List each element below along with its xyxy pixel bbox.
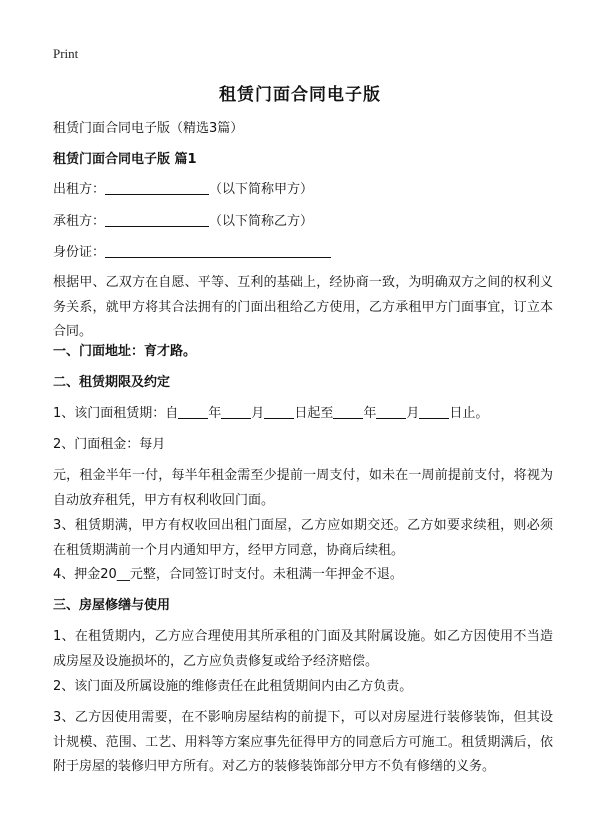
renewal-paragraph: 3、租赁期满，甲方有权收回出租门面屋，乙方应如期交还。乙方如要求续租，则必须在租赁期满前一个月内通知甲方，经甲方同意，协商后续租。	[53, 518, 553, 558]
start-year-blank	[178, 404, 208, 419]
clause-1-heading: 一、门面地址：育才路。	[53, 344, 197, 359]
id-card-line	[53, 241, 331, 265]
lessor-blank	[105, 180, 209, 195]
repair-3-paragraph: 3、乙方因使用需要，在不影响房屋结构的前提下，可以对房屋进行装修装饰，但其设计规模、范围、工艺、用料等方案应事先征得甲方的同意后方可施工。租赁期满后，依附于房屋的装修归甲方所有。对乙方的装修装饰部分甲方不负有修缮的义务。	[53, 710, 553, 774]
end-day-blank	[419, 404, 449, 419]
term-prefix: 1、该门面租赁期：自	[53, 406, 179, 421]
end-year-blank	[333, 404, 363, 419]
clause-2-heading: 二、租赁期限及约定	[53, 375, 171, 390]
repair-1-paragraph: 1、在租赁期内，乙方应合理使用其所承租的门面及其附属设施。如乙方因使用不当造成房屋及设施损坏的，乙方应负责修复或给予经济赔偿。	[53, 629, 553, 669]
print-link[interactable]: Print	[53, 46, 79, 61]
deposit-line: 4、押金20__元整，合同签订时支付。未租满一年押金不退。	[53, 567, 403, 582]
term-end-month: 月	[406, 406, 420, 421]
lessee-note: （以下简称乙方）	[209, 214, 314, 229]
lessor-note: （以下简称甲方）	[209, 182, 314, 197]
lessee-label: 承租方：	[53, 214, 106, 229]
section-heading: 租赁门面合同电子版 篇1	[53, 152, 197, 167]
end-month-blank	[376, 404, 406, 419]
lessor-label: 出租方：	[53, 182, 106, 197]
clause-3-heading: 三、房屋修缮与使用	[53, 598, 171, 613]
page-title: 租赁门面合同电子版	[219, 85, 381, 105]
term-year: 年	[208, 406, 222, 421]
lessee-line	[53, 210, 313, 234]
start-month-blank	[221, 404, 251, 419]
term-end-day: 日止。	[449, 406, 489, 421]
lessee-blank	[105, 212, 209, 227]
id-card-label: 身份证：	[53, 245, 106, 260]
term-month: 月	[251, 406, 265, 421]
term-end-year: 年	[363, 406, 377, 421]
intro-paragraph: 根据甲、乙双方在自愿、平等、互利的基础上，经协商一致，为明确双方之间的权利义务关系，就甲方将其合法拥有的门面出租给乙方使用，乙方承租甲方门面事宜，订立本合同。	[53, 275, 553, 339]
id-card-blank	[105, 243, 331, 258]
lessor-line	[53, 178, 313, 202]
start-day-blank	[264, 404, 294, 419]
rent-line: 2、门面租金：每月	[53, 437, 166, 452]
rent-detail-paragraph: 元，租金半年一付，每半年租金需至少提前一周支付，如未在一周前提前支付，将视为自动放弃租凭，甲方有权利收回门面。	[53, 468, 553, 508]
subtitle: 租赁门面合同电子版（精选3篇）	[53, 121, 244, 136]
repair-2-line: 2、该门面及所属设施的维修责任在此租赁期间内由乙方负责。	[53, 679, 413, 694]
term-line	[53, 402, 488, 426]
term-start-day: 日起至	[294, 406, 334, 421]
